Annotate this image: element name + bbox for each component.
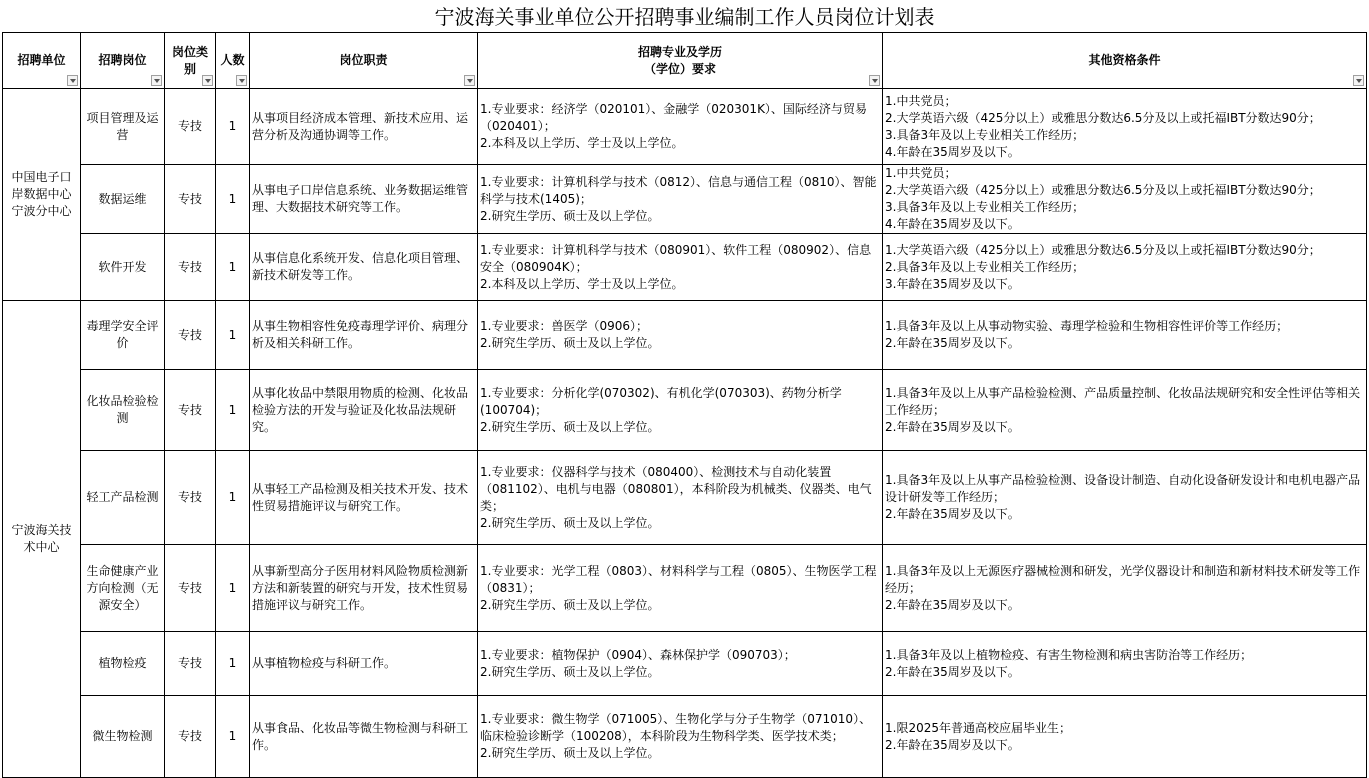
cell-duties[interactable]: 从事生物相容性免疫毒理学评价、病理分析及相关科研工作。 bbox=[250, 301, 478, 370]
table-row bbox=[3, 234, 1367, 301]
cell-count[interactable]: 1 bbox=[216, 451, 250, 545]
position-plan-table bbox=[2, 32, 1367, 778]
condition-line: 2.年龄在35周岁及以下。 bbox=[885, 664, 1020, 679]
cell-major-requirements[interactable] bbox=[478, 696, 883, 778]
cell-position[interactable]: 化妆品检验检测 bbox=[81, 370, 165, 451]
table-row bbox=[3, 301, 1367, 370]
condition-line: 2.具备3年及以上专业相关工作经历； bbox=[885, 259, 1085, 274]
cell-count[interactable]: 1 bbox=[216, 370, 250, 451]
header-other-conditions: 其他资格条件 bbox=[883, 33, 1367, 89]
cell-position[interactable]: 植物检疫 bbox=[81, 632, 165, 696]
cell-duties[interactable]: 从事轻工产品检测及相关技术开发、技术性贸易措施评议与研究工作。 bbox=[250, 451, 478, 545]
cell-major-requirements[interactable] bbox=[478, 301, 883, 370]
cell-count[interactable]: 1 bbox=[216, 89, 250, 165]
condition-line: 4.年龄在35周岁及以下。 bbox=[885, 217, 1020, 231]
cell-position[interactable]: 生命健康产业方向检测（无源安全） bbox=[81, 545, 165, 632]
cell-position[interactable]: 软件开发 bbox=[81, 234, 165, 301]
requirement-line: 1.专业要求：计算机科学与技术（080901）、软件工程（080902）、信息安全（080904K）； bbox=[480, 242, 872, 274]
filter-dropdown-icon[interactable] bbox=[236, 75, 247, 86]
condition-line: 2.年龄在35周岁及以下。 bbox=[885, 507, 1020, 521]
cell-duties[interactable]: 从事植物检疫与科研工作。 bbox=[250, 632, 478, 696]
condition-line: 2.年龄在35周岁及以下。 bbox=[885, 419, 1020, 434]
requirement-line: 1.专业要求：光学工程（0803）、材料科学与工程（0805）、生物医学工程（0831）； bbox=[480, 563, 877, 595]
header-position: 招聘岗位 bbox=[81, 33, 165, 89]
requirement-line: 2.本科及以上学历、学士及以上学位。 bbox=[480, 276, 684, 291]
table-row bbox=[3, 165, 1367, 234]
cell-count[interactable]: 1 bbox=[216, 696, 250, 778]
cell-other-conditions[interactable] bbox=[883, 89, 1367, 165]
requirement-line: 2.研究生学历、硕士及以上学位。 bbox=[480, 208, 660, 223]
condition-line: 1.具备3年及以上植物检疫、有害生物检测和病虫害防治等工作经历； bbox=[885, 647, 1253, 662]
cell-major-requirements[interactable] bbox=[478, 165, 883, 234]
cell-duties[interactable]: 从事电子口岸信息系统、业务数据运维管理、大数据技术研究等工作。 bbox=[250, 165, 478, 234]
cell-major-requirements[interactable] bbox=[478, 370, 883, 451]
cell-major-requirements[interactable] bbox=[478, 89, 883, 165]
cell-position[interactable]: 毒理学安全评价 bbox=[81, 301, 165, 370]
cell-type[interactable]: 专技 bbox=[165, 301, 216, 370]
condition-line: 4.年龄在35周岁及以下。 bbox=[885, 144, 1020, 159]
cell-count[interactable]: 1 bbox=[216, 301, 250, 370]
cell-position[interactable]: 微生物检测 bbox=[81, 696, 165, 778]
condition-line: 1.中共党员； bbox=[885, 166, 957, 180]
cell-count[interactable]: 1 bbox=[216, 234, 250, 301]
cell-duties[interactable]: 从事食品、化妆品等微生物检测与科研工作。 bbox=[250, 696, 478, 778]
condition-line: 1.中共党员； bbox=[885, 93, 957, 108]
requirement-line: 2.研究生学历、硕士及以上学位。 bbox=[480, 419, 660, 434]
cell-count[interactable]: 1 bbox=[216, 632, 250, 696]
filter-dropdown-icon[interactable] bbox=[151, 75, 162, 86]
condition-line: 1.大学英语六级（425分以上）或雅思分数达6.5分及以上或托福IBT分数达90分； bbox=[885, 242, 1321, 257]
cell-position[interactable]: 轻工产品检测 bbox=[81, 451, 165, 545]
table-body bbox=[3, 89, 1367, 778]
cell-duties[interactable]: 从事项目经济成本管理、新技术应用、运营分析及沟通协调等工作。 bbox=[250, 89, 478, 165]
cell-type[interactable]: 专技 bbox=[165, 370, 216, 451]
cell-unit[interactable]: 中国电子口岸数据中心宁波分中心 bbox=[3, 89, 81, 301]
requirement-line: 1.专业要求：经济学（020101）、金融学（020301K）、国际经济与贸易（020401）； bbox=[480, 102, 867, 133]
cell-count[interactable]: 1 bbox=[216, 165, 250, 234]
requirement-line: 1.专业要求：计算机科学与技术（0812）、信息与通信工程（0810）、智能科学与技术(1405)； bbox=[480, 174, 877, 206]
cell-other-conditions[interactable] bbox=[883, 301, 1367, 370]
table-row bbox=[3, 632, 1367, 696]
requirement-line: 1.专业要求：分析化学(070302)、有机化学(070303)、药物分析学(100704)； bbox=[480, 385, 842, 417]
header-duties: 岗位职责 bbox=[250, 33, 478, 89]
cell-duties[interactable]: 从事化妆品中禁限用物质的检测、化妆品检验方法的开发与验证及化妆品法规研究。 bbox=[250, 370, 478, 451]
requirement-line: 2.本科及以上学历、学士及以上学位。 bbox=[480, 136, 684, 150]
cell-unit[interactable]: 宁波海关技术中心 bbox=[3, 301, 81, 778]
cell-other-conditions[interactable] bbox=[883, 370, 1367, 451]
header-type: 岗位类 别 bbox=[165, 33, 216, 89]
condition-line: 2.年龄在35周岁及以下。 bbox=[885, 336, 1020, 350]
cell-other-conditions[interactable] bbox=[883, 234, 1367, 301]
cell-duties[interactable]: 从事信息化系统开发、信息化项目管理、新技术研发等工作。 bbox=[250, 234, 478, 301]
requirement-line: 2.研究生学历、硕士及以上学位。 bbox=[480, 515, 660, 530]
requirement-line: 2.研究生学历、硕士及以上学位。 bbox=[480, 336, 660, 350]
cell-other-conditions[interactable] bbox=[883, 451, 1367, 545]
header-row bbox=[3, 33, 1367, 89]
cell-major-requirements[interactable] bbox=[478, 632, 883, 696]
filter-dropdown-icon[interactable] bbox=[869, 75, 880, 86]
cell-type[interactable]: 专技 bbox=[165, 451, 216, 545]
condition-line: 2.年龄在35周岁及以下。 bbox=[885, 737, 1020, 752]
table-row bbox=[3, 545, 1367, 632]
condition-line: 2.年龄在35周岁及以下。 bbox=[885, 597, 1020, 612]
requirement-line: 2.研究生学历、硕士及以上学位。 bbox=[480, 664, 660, 679]
table-row bbox=[3, 451, 1367, 545]
cell-other-conditions[interactable] bbox=[883, 632, 1367, 696]
condition-line: 1.限2025年普通高校应届毕业生； bbox=[885, 720, 1071, 735]
table-row bbox=[3, 89, 1367, 165]
cell-duties[interactable]: 从事新型高分子医用材料风险物质检测新方法和新装置的研究与开发，技术性贸易措施评议与研究工作。 bbox=[250, 545, 478, 632]
condition-line: 1.具备3年及以上从事产品检验检测、产品质量控制、化妆品法规研究和安全性评估等相关工作经历； bbox=[885, 385, 1361, 417]
cell-position[interactable]: 项目管理及运营 bbox=[81, 89, 165, 165]
requirement-line: 2.研究生学历、硕士及以上学位。 bbox=[480, 597, 660, 612]
condition-line: 1.具备3年及以上从事动物实验、毒理学检验和生物相容性评价等工作经历； bbox=[885, 319, 1289, 333]
filter-dropdown-icon[interactable] bbox=[202, 75, 213, 86]
cell-type[interactable]: 专技 bbox=[165, 234, 216, 301]
header-unit: 招聘单位 bbox=[3, 33, 81, 89]
cell-major-requirements[interactable] bbox=[478, 234, 883, 301]
condition-line: 3.年龄在35周岁及以下。 bbox=[885, 276, 1020, 291]
requirement-line: 1.专业要求：微生物学（071005）、生物化学与分子生物学（071010）、临床检验诊断学（100208），本科阶段为生物科学类、医学技术类； bbox=[480, 712, 872, 743]
filter-dropdown-icon[interactable] bbox=[464, 75, 475, 86]
condition-line: 3.具备3年及以上专业相关工作经历； bbox=[885, 200, 1085, 214]
cell-other-conditions[interactable] bbox=[883, 696, 1367, 778]
header-count: 人数 bbox=[216, 33, 250, 89]
cell-other-conditions[interactable] bbox=[883, 165, 1367, 234]
cell-major-requirements[interactable] bbox=[478, 451, 883, 545]
header-major-requirements: 招聘专业及学历 （学位）要求 bbox=[478, 33, 883, 89]
page-title: 宁波海关事业单位公开招聘事业编制工作人员岗位计划表 bbox=[434, 5, 935, 29]
cell-major-requirements[interactable] bbox=[478, 545, 883, 632]
condition-line: 2.大学英语六级（425分以上）或雅思分数达6.5分及以上或托福IBT分数达90分； bbox=[885, 110, 1321, 125]
cell-type[interactable]: 专技 bbox=[165, 696, 216, 778]
requirement-line: 1.专业要求：仪器科学与技术（080400）、检测技术与自动化装置（081102）、电机与电器（080801），本科阶段为机械类、仪器类、电气类； bbox=[480, 464, 872, 513]
cell-position[interactable]: 数据运维 bbox=[81, 165, 165, 234]
cell-type[interactable]: 专技 bbox=[165, 165, 216, 234]
condition-line: 2.大学英语六级（425分以上）或雅思分数达6.5分及以上或托福IBT分数达90分； bbox=[885, 183, 1321, 197]
table-row bbox=[3, 370, 1367, 451]
cell-count[interactable]: 1 bbox=[216, 545, 250, 632]
filter-dropdown-icon[interactable] bbox=[1353, 75, 1364, 86]
cell-other-conditions[interactable] bbox=[883, 545, 1367, 632]
filter-dropdown-icon[interactable] bbox=[67, 75, 78, 86]
cell-type[interactable]: 专技 bbox=[165, 89, 216, 165]
requirement-line: 2.研究生学历、硕士及以上学位。 bbox=[480, 746, 660, 760]
condition-line: 1.具备3年及以上无源医疗器械检测和研发，光学仪器设计和制造和新材料技术研发等工作经历； bbox=[885, 563, 1361, 595]
cell-type[interactable]: 专技 bbox=[165, 632, 216, 696]
condition-line: 3.具备3年及以上专业相关工作经历； bbox=[885, 127, 1085, 142]
condition-line: 1.具备3年及以上从事产品检验检测、设备设计制造、自动化设备研发设计和电机电器产品设计研发等工作经历； bbox=[885, 473, 1361, 504]
cell-type[interactable]: 专技 bbox=[165, 545, 216, 632]
requirement-line: 1.专业要求：兽医学（0906）； bbox=[480, 319, 648, 333]
table-row bbox=[3, 696, 1367, 778]
requirement-line: 1.专业要求：植物保护（0904）、森林保护学（090703）； bbox=[480, 647, 796, 662]
